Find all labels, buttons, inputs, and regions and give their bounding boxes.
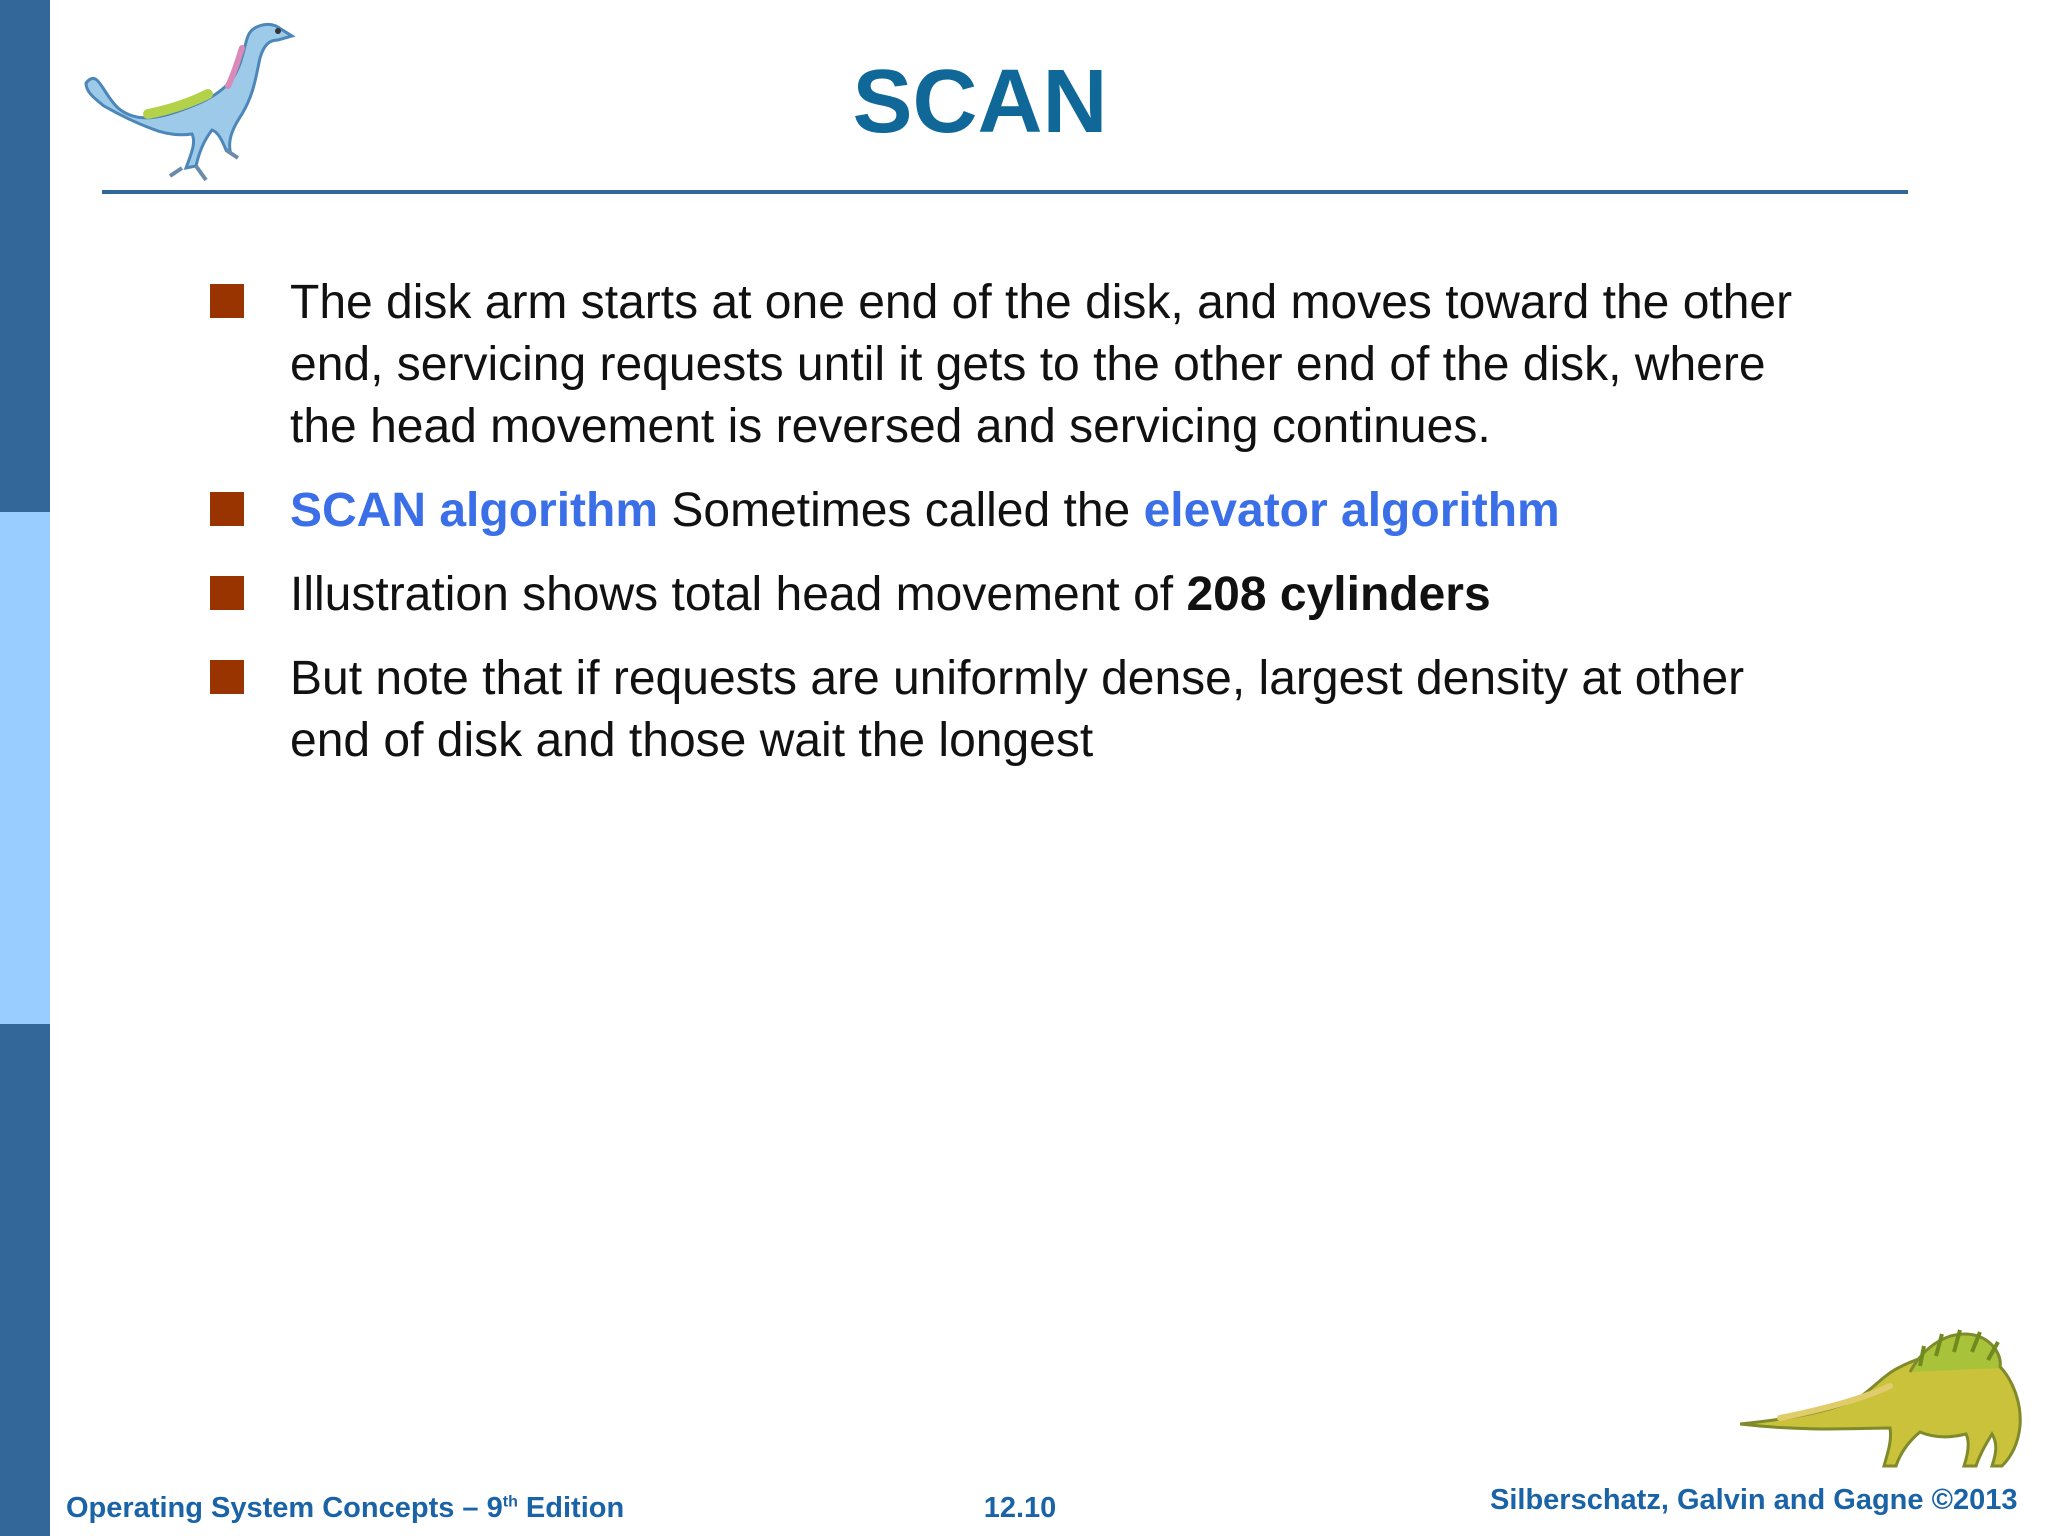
- footer-edition-superscript: th: [502, 1493, 518, 1511]
- bullet-text: Sometimes called the: [658, 484, 1144, 537]
- bullet-list: [208, 272, 1808, 794]
- footer-edition-text: Edition: [517, 1492, 625, 1524]
- bullet-item: [208, 648, 1808, 772]
- slide-title: SCAN: [852, 52, 1108, 152]
- dinosaur-top-icon: [78, 18, 308, 188]
- square-bullet-icon: [210, 492, 244, 526]
- square-bullet-icon: [210, 576, 244, 610]
- footer-page-number: 12.10: [983, 1492, 1057, 1524]
- bold-value: 208 cylinders: [1186, 568, 1491, 621]
- title-divider: [102, 190, 1908, 194]
- bullet-text: Illustration shows total head movement of: [290, 568, 1187, 621]
- sidebar-band-dark-top: [0, 0, 50, 512]
- highlight-term: elevator algorithm: [1143, 484, 1560, 537]
- footer-credit: Silberschatz, Galvin and Gagne ©2013: [1490, 1484, 2018, 1516]
- footer-book-text: Operating System Concepts – 9: [66, 1492, 503, 1524]
- sidebar-band-dark-bottom: [0, 1024, 50, 1536]
- left-sidebar-band: [0, 0, 50, 1536]
- footer-book-title: [66, 1492, 624, 1525]
- square-bullet-icon: [210, 284, 244, 318]
- bullet-text: The disk arm starts at one end of the disk, and moves toward the other end, servicing requests until it gets to the other end of the disk, where the head movement is reversed and servicing continues.: [290, 276, 1793, 453]
- bullet-text: But note that if requests are uniformly dense, largest density at other end of disk and those wait the longest: [290, 652, 1745, 767]
- bullet-item: [208, 272, 1808, 458]
- highlight-term: SCAN algorithm: [290, 484, 659, 537]
- dinosaur-bottom-icon: [1740, 1316, 2030, 1476]
- bullet-item: [208, 480, 1808, 542]
- sidebar-band-light-middle: [0, 512, 50, 1024]
- square-bullet-icon: [210, 660, 244, 694]
- bullet-item: [208, 564, 1808, 626]
